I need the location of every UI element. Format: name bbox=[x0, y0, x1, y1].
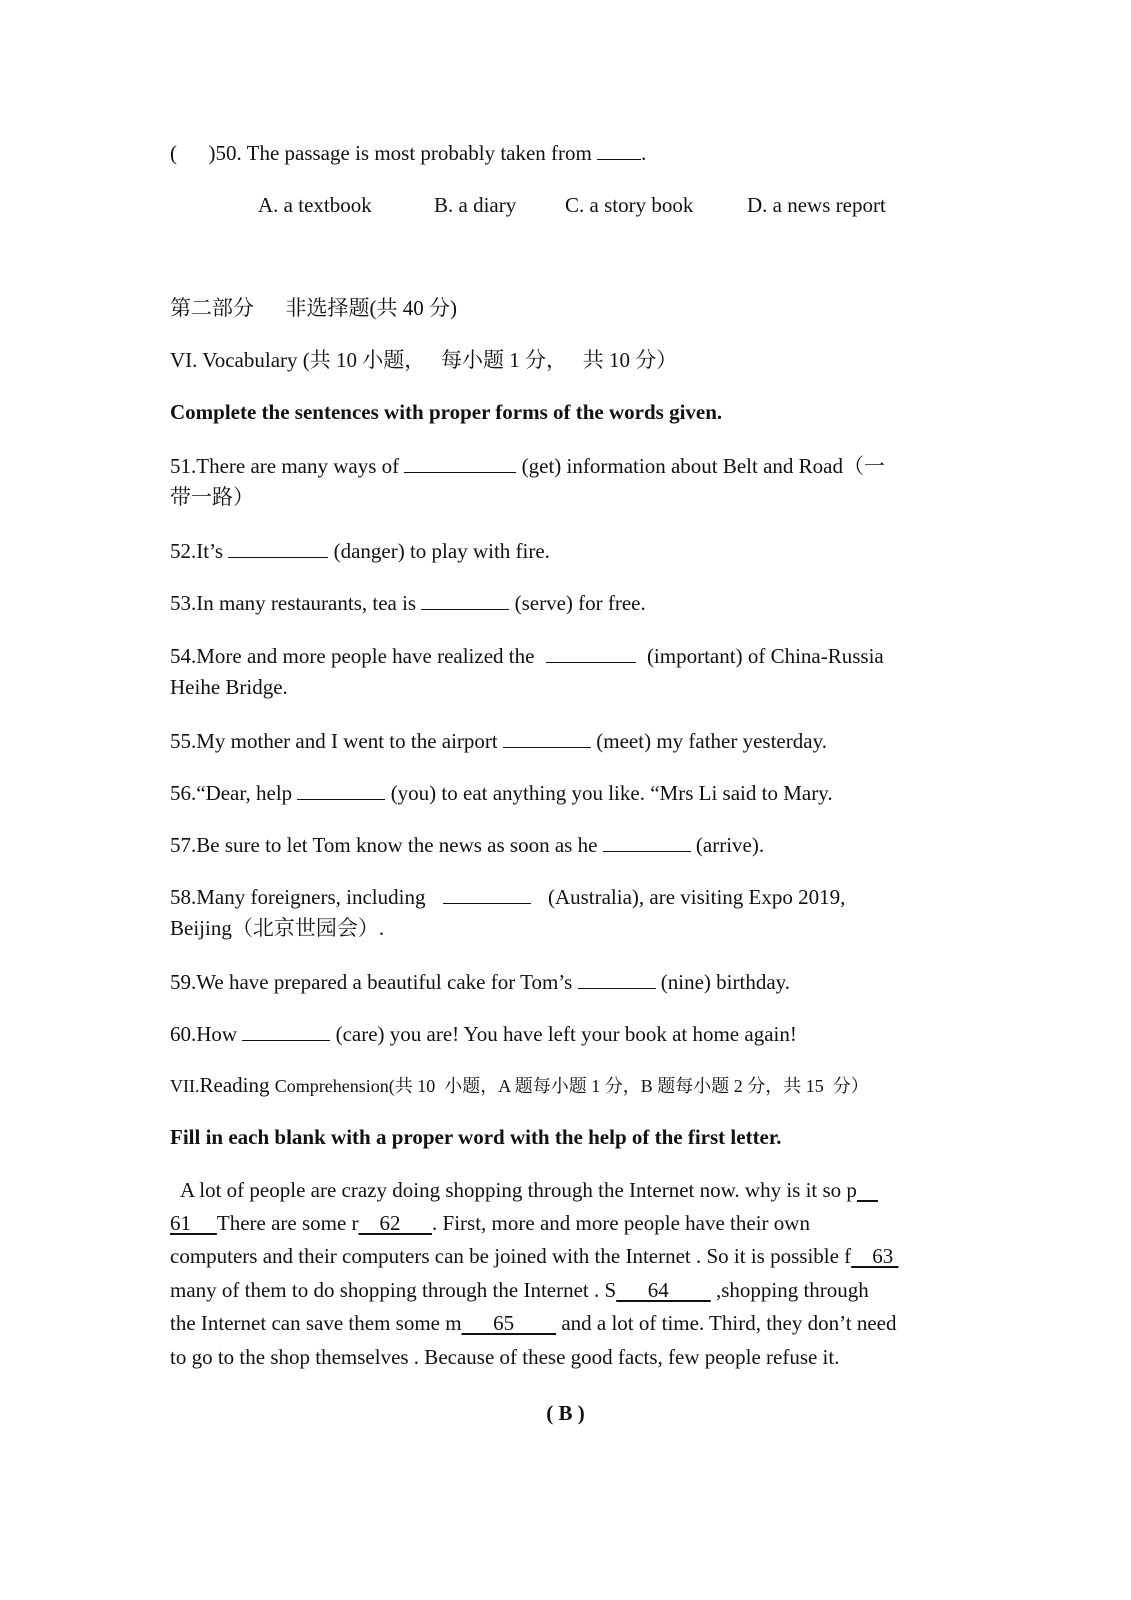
question-54-cont: Heihe Bridge. bbox=[170, 675, 288, 699]
passage-line-4 bbox=[170, 1275, 960, 1305]
question-51-text-b: (get) information about Belt and Road（一 bbox=[521, 454, 885, 478]
question-50: ( )50. The passage is most probably taken from . bbox=[170, 137, 960, 168]
answer-blank-60[interactable] bbox=[242, 1018, 330, 1041]
question-56-text-b: (you) to eat anything you like. “Mrs Li said to Mary. bbox=[390, 781, 833, 805]
question-57 bbox=[170, 829, 960, 860]
answer-blank-59[interactable] bbox=[578, 966, 656, 989]
passage-line-6: to go to the shop themselves . Because of these good facts, few people refuse it. bbox=[170, 1345, 840, 1369]
vocabulary-heading: VI. Vocabulary (共 10 小题， 每小题 1 分， 共 10 分） bbox=[170, 348, 678, 372]
passage-text: . First, more and more people have their own bbox=[432, 1211, 810, 1235]
question-57-text: 57.Be sure to let Tom know the news as soon as he bbox=[170, 833, 598, 857]
question-53-text-b: (serve) for free. bbox=[514, 591, 646, 615]
question-51 bbox=[170, 450, 960, 481]
question-54 bbox=[170, 640, 960, 671]
passage-line-3 bbox=[170, 1241, 960, 1271]
question-60-text-b: (care) you are! You have left your book at home again! bbox=[335, 1022, 797, 1046]
question-59 bbox=[170, 966, 960, 997]
answer-blank-56[interactable] bbox=[297, 777, 385, 800]
passage-text: the Internet can save them some m bbox=[170, 1311, 462, 1335]
option-d[interactable]: D. a news report bbox=[747, 193, 886, 217]
vocabulary-instruction: Complete the sentences with proper forms of the words given. bbox=[170, 400, 723, 424]
question-54-text-b: (important) of China-Russia bbox=[646, 644, 884, 668]
question-58 bbox=[170, 881, 960, 912]
passage-line-2 bbox=[170, 1208, 960, 1238]
passage-text: A lot of people are crazy doing shopping through the Internet now. why is it so p bbox=[180, 1178, 857, 1202]
question-58-cont: Beijing（北京世园会）. bbox=[170, 916, 385, 940]
question-60-text: 60.How bbox=[170, 1022, 238, 1046]
reading-heading bbox=[170, 1070, 960, 1101]
question-56 bbox=[170, 777, 960, 808]
blank-65[interactable]: 65 bbox=[461, 1311, 557, 1335]
reading-heading-scoring: 共 10 小题，A 题每小题 1 分，B 题每小题 2 分，共 15 分） bbox=[394, 1076, 869, 1096]
blank-64[interactable]: 64 bbox=[616, 1278, 711, 1302]
question-58-text-b: (Australia), are visiting Expo 2019, bbox=[547, 885, 846, 909]
part-two-heading: 第二部分 非选择题(共 40 分) bbox=[170, 296, 457, 320]
question-52 bbox=[170, 535, 960, 566]
answer-paren: ( ) bbox=[170, 141, 216, 165]
question-59-text-b: (nine) birthday. bbox=[660, 970, 791, 994]
question-57-text-b: (arrive). bbox=[695, 833, 765, 857]
passage-text: many of them to do shopping through the Internet . S bbox=[170, 1278, 617, 1302]
question-55-text: 55.My mother and I went to the airport bbox=[170, 729, 498, 753]
section-b-label: ( B ) bbox=[546, 1401, 585, 1425]
question-51-cont: 带一路） bbox=[170, 485, 254, 509]
blank-61[interactable]: 61 bbox=[170, 1211, 217, 1235]
question-50-text: 50. The passage is most probably taken from bbox=[215, 141, 592, 165]
answer-blank-52[interactable] bbox=[228, 535, 328, 558]
question-51-text: 51.There are many ways of bbox=[170, 454, 400, 478]
answer-blank[interactable] bbox=[597, 137, 641, 160]
blank-63[interactable]: 63 bbox=[851, 1244, 899, 1268]
option-c[interactable]: C. a story book bbox=[565, 193, 694, 217]
blank-61-tail[interactable] bbox=[857, 1178, 878, 1202]
question-58-text: 58.Many foreigners, including bbox=[170, 885, 426, 909]
passage-text: ,shopping through bbox=[710, 1278, 869, 1302]
option-a[interactable]: A. a textbook bbox=[258, 193, 372, 217]
question-53-text: 53.In many restaurants, tea is bbox=[170, 591, 417, 615]
question-52-text-b: (danger) to play with fire. bbox=[333, 539, 550, 563]
question-53 bbox=[170, 587, 960, 618]
question-55 bbox=[170, 725, 960, 756]
passage-text: There are some r bbox=[216, 1211, 359, 1235]
reading-instruction: Fill in each blank with a proper word with the help of the first letter. bbox=[170, 1125, 782, 1149]
question-52-text: 52.It’s bbox=[170, 539, 224, 563]
option-b[interactable]: B. a diary bbox=[434, 193, 517, 217]
answer-blank-54[interactable] bbox=[546, 640, 636, 663]
blank-62[interactable]: 62 bbox=[358, 1211, 433, 1235]
question-59-text: 59.We have prepared a beautiful cake for Tom’s bbox=[170, 970, 573, 994]
passage-text: and a lot of time. Third, they don’t need bbox=[556, 1311, 897, 1335]
question-55-text-b: (meet) my father yesterday. bbox=[596, 729, 827, 753]
passage-line-5 bbox=[170, 1308, 960, 1338]
passage-text: computers and their computers can be joined with the Internet . So it is possible f bbox=[170, 1244, 852, 1268]
answer-blank-53[interactable] bbox=[421, 587, 509, 610]
question-54-text: 54.More and more people have realized the bbox=[170, 644, 535, 668]
answer-blank-57[interactable] bbox=[603, 829, 691, 852]
answer-blank-58[interactable] bbox=[443, 881, 531, 904]
reading-heading-word-b: Comprehension( bbox=[274, 1076, 395, 1096]
answer-blank-55[interactable] bbox=[503, 725, 591, 748]
question-60 bbox=[170, 1018, 960, 1049]
question-56-text: 56.“Dear, help bbox=[170, 781, 293, 805]
reading-heading-num: VII. bbox=[170, 1076, 200, 1096]
answer-blank-51[interactable] bbox=[404, 450, 516, 473]
passage-line-1 bbox=[180, 1175, 940, 1205]
reading-heading-word: Reading bbox=[199, 1073, 270, 1097]
